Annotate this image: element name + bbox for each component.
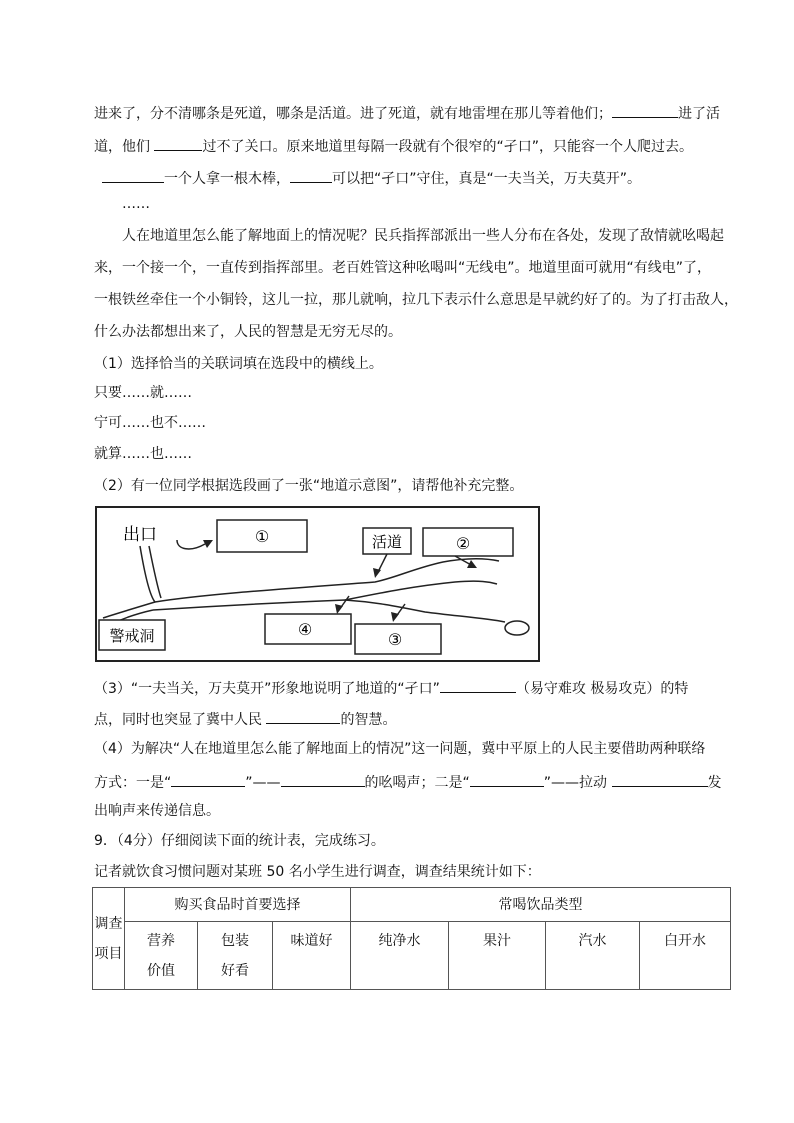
- label-n2: ②: [455, 534, 471, 553]
- row-label-2: 项目: [94, 945, 123, 962]
- answer-blank-q4-4[interactable]: [612, 770, 708, 787]
- question-9-intro: 记者就饮食习惯问题对某班 50 名小学生进行调查，调查结果统计如下：: [94, 864, 541, 880]
- question-4-line-3: 出响声来传递信息。: [94, 803, 220, 819]
- tunnel-end: [505, 621, 529, 635]
- alert-label: 警戒洞: [109, 627, 155, 645]
- passage-line-5: 人在地道里怎么能了解地面上的情况呢？民兵指挥部派出一些人分布在各处，发现了敌情就吆喝起: [122, 228, 724, 244]
- passage-line-8: 什么办法都想出来了，人民的智慧是无穷无尽的。: [94, 324, 402, 340]
- question-text: （3）“一夫当关，万夫莫开”形象地说明了地道的“孑口”: [94, 681, 440, 697]
- passage-text: 进了活: [678, 106, 720, 122]
- option-2: 宁可……也不……: [94, 415, 206, 431]
- option-3: 就算……也……: [94, 446, 192, 462]
- col-pure-water: 纯净水: [351, 922, 449, 990]
- col-package-line-1: 包装: [221, 933, 249, 949]
- label-n3: ③: [387, 630, 403, 649]
- col-taste: 味道好: [273, 922, 351, 990]
- col-package: [198, 922, 273, 990]
- question-text: 的吆喝声；二是“: [364, 775, 470, 791]
- col-boiled-water: 白开水: [640, 922, 731, 990]
- answer-blank-q3-1[interactable]: [440, 676, 516, 693]
- passage-ellipsis: ……: [122, 196, 150, 212]
- question-text: 点，同时也突显了冀中人民: [94, 712, 267, 728]
- passage-text: 过不了关口。原来地道里每隔一段就有个很窄的“孑口”，只能容一个人爬过去。: [202, 139, 693, 155]
- answer-blank-3[interactable]: [102, 166, 164, 183]
- col-nutrition-line-2: 价值: [147, 963, 175, 979]
- passage-line-7: 一根铁丝牵住一个小铜铃，这儿一拉，那儿就响，拉几下表示什么意思是早就约好了的。为了打击敌人，: [94, 292, 738, 308]
- answer-blank-q4-3[interactable]: [470, 770, 544, 787]
- passage-text: 进来了，分不清哪条是死道，哪条是活道。进了死道，就有地雷埋在那儿等着他们；: [94, 106, 612, 122]
- question-4-line-2: [94, 770, 722, 793]
- row-label-1: 调查: [94, 915, 123, 932]
- question-9-title: 9．（4分）仔细阅读下面的统计表，完成练习。: [94, 833, 385, 849]
- col-soda: 汽水: [546, 922, 640, 990]
- survey-table: [92, 887, 731, 990]
- passage-line-1: [94, 101, 720, 124]
- passage-line-2: [94, 134, 693, 157]
- tunnel-diagram: [95, 506, 540, 662]
- question-text: ”——: [245, 775, 281, 791]
- passage-text: 一个人拿一根木棒，: [164, 171, 290, 187]
- answer-blank-2[interactable]: [154, 134, 202, 151]
- col-package-line-2: 好看: [221, 963, 249, 979]
- question-text: 发: [707, 775, 722, 791]
- passage-text: 可以把“孑口”守住，真是“一夫当关，万夫莫开”。: [332, 171, 642, 187]
- question-3-line-1: [94, 676, 688, 699]
- question-3-line-2: [94, 707, 396, 730]
- exit-label: 出口: [123, 525, 157, 545]
- col-nutrition-line-1: 营养: [147, 933, 175, 949]
- answer-blank-q4-2[interactable]: [281, 770, 365, 787]
- question-text: 的智慧。: [340, 712, 397, 728]
- question-1: （1）选择恰当的关联词填在选段中的横线上。: [94, 356, 383, 372]
- question-text: ”——拉动: [543, 775, 612, 791]
- group-header-food: 购买食品时首要选择: [125, 888, 351, 922]
- answer-blank-q4-1[interactable]: [171, 770, 245, 787]
- question-text: （易守难攻 极易攻克）的特: [515, 681, 689, 697]
- question-2: （2）有一位同学根据选段画了一张“地道示意图”，请帮他补充完整。: [94, 478, 524, 494]
- question-text: 方式：一是“: [94, 775, 172, 791]
- group-header-drink: 常喝饮品类型: [351, 888, 731, 922]
- option-1: 只要……就……: [94, 385, 192, 401]
- row-label-cell: [93, 888, 125, 990]
- passage-line-6: 来，一个接一个，一直传到指挥部里。老百姓管这种吆喝叫“无线电”。地道里面可就用“有线电”了，: [94, 260, 712, 276]
- question-4-line-1: （4）为解决“人在地道里怎么能了解地面上的情况”这一问题，冀中平原上的人民主要借助两种联络: [94, 741, 706, 757]
- alive-label: 活道: [371, 533, 403, 551]
- col-juice: 果汁: [449, 922, 546, 990]
- col-nutrition: [125, 922, 198, 990]
- answer-blank-1[interactable]: [612, 101, 678, 118]
- answer-blank-q3-2[interactable]: [266, 707, 340, 724]
- passage-line-3: [102, 166, 641, 189]
- answer-blank-4[interactable]: [290, 166, 332, 183]
- passage-text: 道，他们: [94, 139, 155, 155]
- label-n4: ④: [297, 620, 313, 639]
- label-n1: ①: [254, 527, 270, 546]
